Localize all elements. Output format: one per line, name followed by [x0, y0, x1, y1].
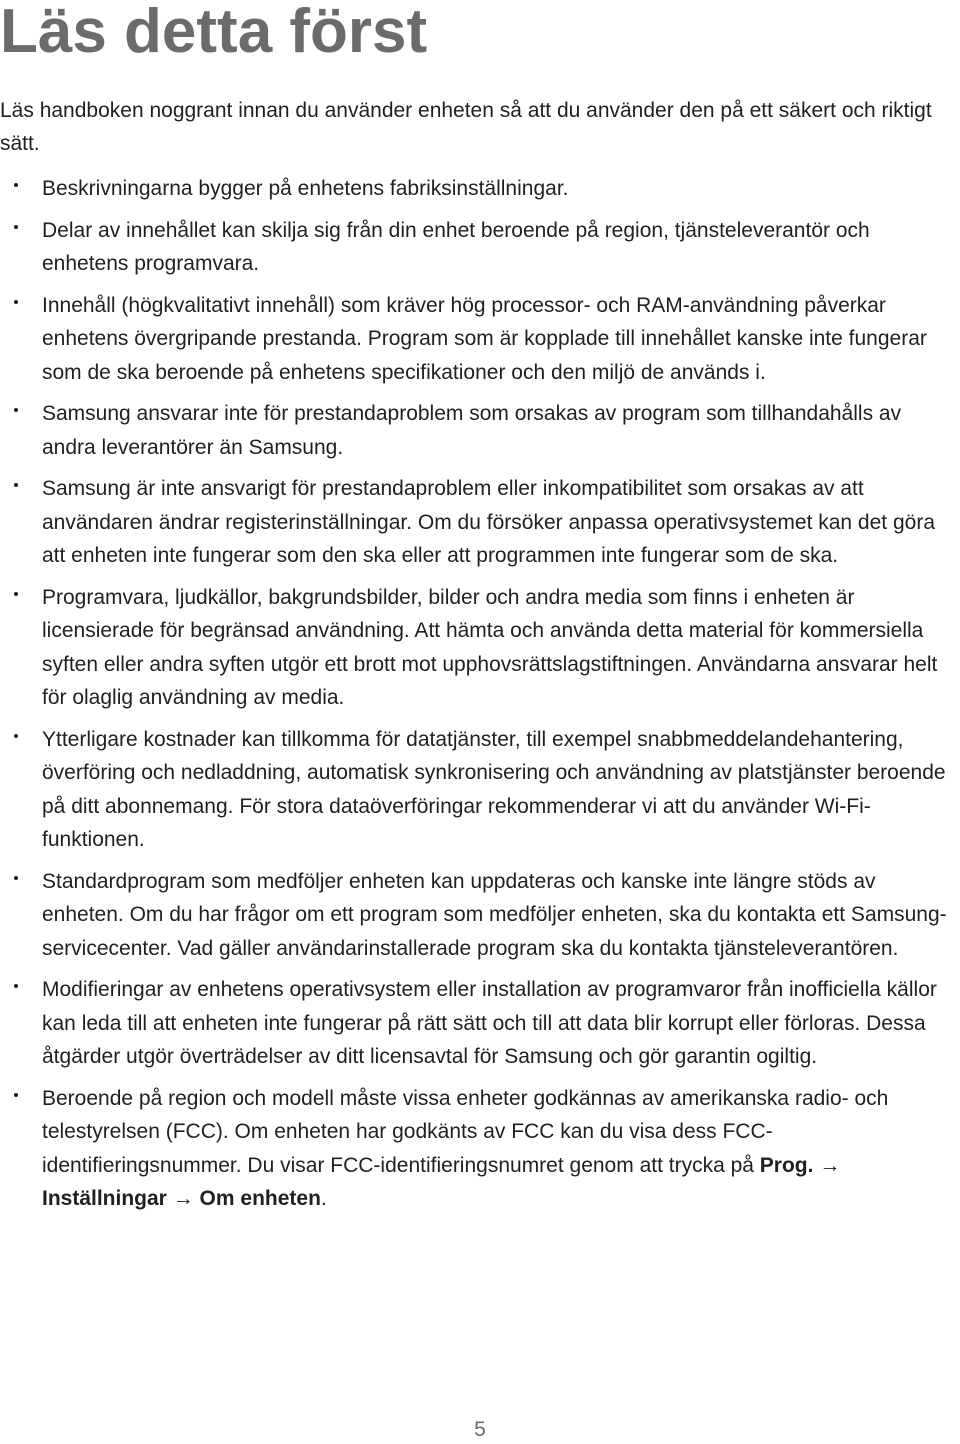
list-item: [0, 723, 960, 857]
bullet-list: [0, 172, 960, 1224]
list-item-text: Ytterligare kostnader kan tillkomma för datatjänster, till exempel snabbmeddelandehantering, överföring och nedladdning, automatisk synkronisering och användning av platstjänster beroende på ditt abonnemang. För stora dataöverföringar rekommenderar vi att du använder Wi-Fi-funktionen.: [42, 727, 946, 851]
bullet-icon: [14, 183, 18, 187]
list-item: [0, 472, 960, 573]
list-item-text: Samsung ansvarar inte för prestandaproblem som orsakas av program som tillhandahålls av andra leverantörer än Samsung.: [42, 402, 902, 459]
list-item-text: Beroende på region och modell måste vissa enheter godkännas av amerikanska radio- och telestyrelsen (FCC). Om enheten har godkänts av FCC kan du visa dess FCC-identifieringsnummer. Du visar FCC-identifieringsnumret genom att trycka på: [42, 1086, 889, 1177]
arrow-icon: →: [172, 1187, 194, 1210]
list-item: [0, 581, 960, 715]
menu-path-settings: Inställningar: [42, 1187, 167, 1210]
list-item-text: Delar av innehållet kan skilja sig från din enhet beroende på region, tjänsteleverantör och enhetens programvara.: [42, 218, 870, 275]
sentence-end: .: [320, 1187, 327, 1210]
list-item-text: Standardprogram som medföljer enheten kan uppdateras och kanske inte längre stöds av enheten. Om du har frågor om ett program som medföljer enheten, ska du kontakta ett Samsung-servicecenter. Vad gäller användarinstallerade program ska du kontakta tjänsteleverantören.: [42, 869, 947, 960]
menu-path-prog: Prog.: [759, 1153, 814, 1177]
list-item: [0, 973, 960, 1074]
bullet-icon: [14, 876, 18, 880]
list-item: [0, 289, 960, 390]
list-item: [0, 865, 960, 966]
bullet-icon: [14, 984, 18, 988]
bullet-icon: [14, 1093, 18, 1097]
list-item-text: Beskrivningarna bygger på enhetens fabriksinställningar.: [42, 177, 569, 200]
list-item: [0, 397, 960, 464]
list-item: [0, 172, 960, 206]
list-item-text: Modifieringar av enhetens operativsystem eller installation av programvaror från inofficiella källor kan leda till att enheten inte fungerar på rätt sätt och till att data blir korrupt eller förloras. Dessa åtgärder utgör överträdelser av ditt licensavtal för Samsung och gör garantin ogiltig.: [42, 978, 937, 1068]
bullet-icon: [14, 225, 18, 229]
list-item-text: Samsung är inte ansvarigt för prestandaproblem eller inkompatibilitet som orsakas av att användaren ändrar registerinställningar. Om du försöker anpassa operativsystemet kan det göra att enheten inte fungerar som den ska eller att programmen inte fungerar som de ska.: [42, 477, 935, 567]
list-item-fcc: [0, 1082, 960, 1216]
menu-path-about: Om enheten: [199, 1187, 321, 1210]
list-item-text: Innehåll (högkvalitativt innehåll) som kräver hög processor- och RAM-användning påverkar enhetens övergripande prestanda. Program som är kopplade till innehållet kanske inte fungerar som de ska beroende på enhetens specifikationer och den miljö de används i.: [42, 293, 927, 384]
arrow-icon: →: [819, 1153, 841, 1177]
page-number: 5: [474, 1418, 486, 1441]
list-item: [0, 214, 960, 281]
intro-paragraph: Läs handboken noggrant innan du använder enheten så att du använder den på ett säkert och riktigt sätt.: [0, 99, 932, 155]
page-title: Läs detta först: [0, 0, 428, 66]
bullet-icon: [14, 592, 18, 596]
bullet-icon: [14, 408, 18, 412]
list-item-text: Programvara, ljudkällor, bakgrundsbilder, bilder och andra media som finns i enheten är licensierade för begränsad användning. Att hämta och använda detta material för kommersiella syften eller andra syften utgör ett brott mot upphovsrättslagstiftningen. Användarna ansvarar helt för olaglig användning av media.: [42, 585, 938, 709]
bullet-icon: [14, 483, 18, 487]
bullet-icon: [14, 734, 18, 738]
bullet-icon: [14, 300, 18, 304]
